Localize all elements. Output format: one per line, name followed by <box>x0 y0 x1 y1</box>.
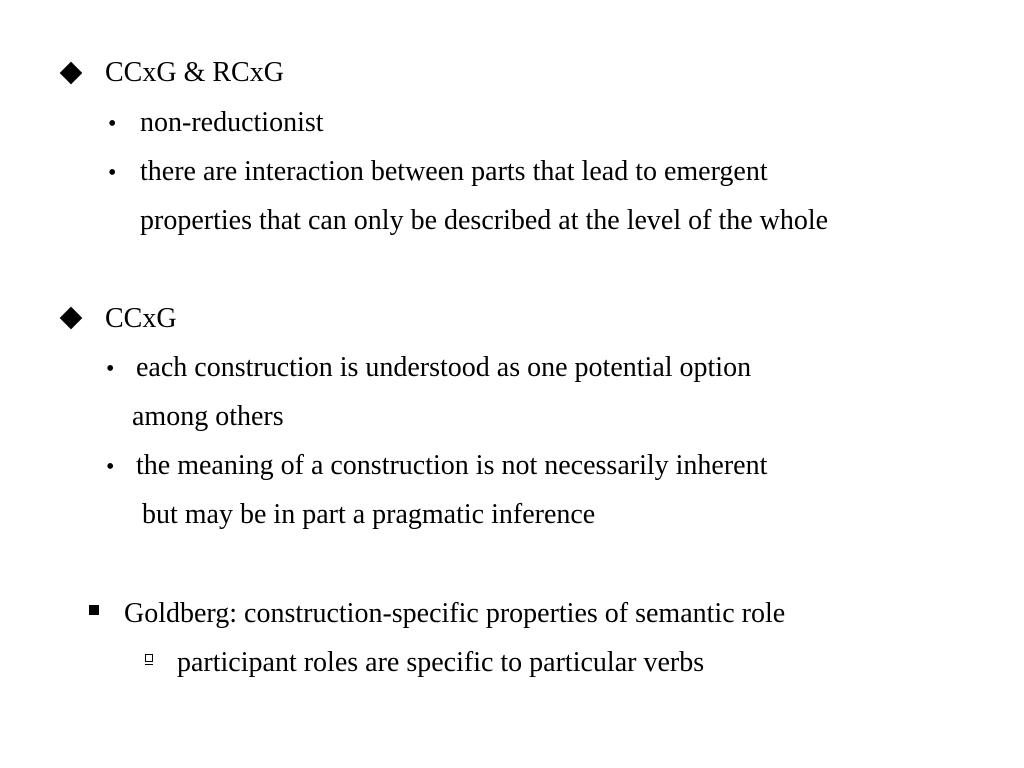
dot-bullet-icon: • <box>106 454 115 480</box>
diamond-bullet-icon <box>60 307 83 330</box>
bullet-text-continuation: among others <box>132 401 284 432</box>
goldberg-subtext: participant roles are specific to particular verbs <box>177 647 705 678</box>
bullet-text: the meaning of a construction is not necessarily inherent <box>136 450 768 481</box>
bullet-text: each construction is understood as one potential option <box>136 352 752 383</box>
bullet-text-continuation: properties that can only be described at the level of the whole <box>140 205 829 236</box>
dot-bullet-icon: • <box>108 111 117 137</box>
section-heading: CCxG <box>105 303 177 334</box>
hollow-square-bullet-icon <box>145 654 153 662</box>
bullet-text: there are interaction between parts that lead to emergent <box>140 156 768 187</box>
dot-bullet-icon: • <box>106 356 115 382</box>
diamond-bullet-icon <box>60 62 83 85</box>
goldberg-text: Goldberg: construction-specific properties of semantic role <box>124 598 786 629</box>
dot-bullet-icon: • <box>108 160 117 186</box>
section-heading: CCxG & RCxG <box>105 57 284 88</box>
square-bullet-icon <box>89 605 99 615</box>
bullet-text: non-reductionist <box>140 107 324 138</box>
bullet-text-continuation: but may be in part a pragmatic inference <box>142 499 596 530</box>
